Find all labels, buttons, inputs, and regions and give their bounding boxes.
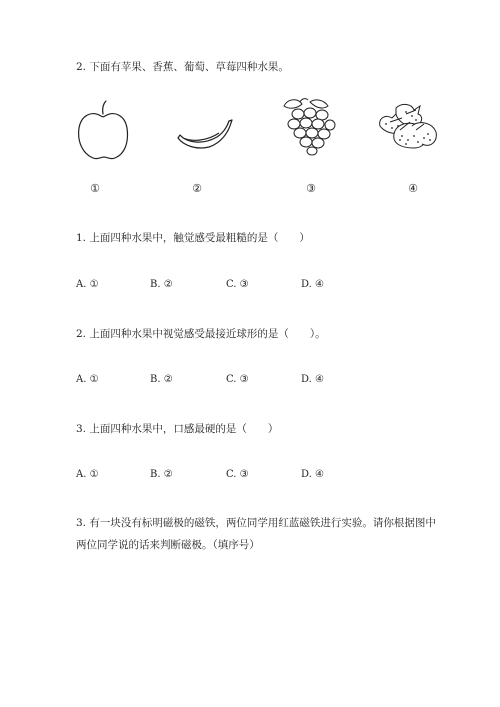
question-3-line-2: 两位同学说的话来判断磁极。（填序号） — [76, 539, 260, 551]
sub2-option-d[interactable]: D. ④ — [301, 374, 324, 385]
sub3-option-b[interactable]: B. ② — [150, 469, 173, 480]
sub2-option-b[interactable]: B. ② — [150, 374, 173, 385]
grapes-icon — [280, 96, 340, 156]
sub1-option-b[interactable]: B. ② — [150, 279, 173, 290]
sub2-option-a[interactable]: A. ① — [76, 374, 99, 385]
sub1-option-a[interactable]: A. ① — [76, 279, 99, 290]
fruit-number-3: ③ — [306, 182, 316, 195]
apple-icon — [75, 100, 135, 170]
sub1-option-c[interactable]: C. ③ — [226, 279, 249, 290]
question-2-intro: 2. 下面有苹果、香蕉、葡萄、草莓四种水果。 — [76, 61, 289, 73]
sub3-option-c[interactable]: C. ③ — [226, 469, 249, 480]
sub-question-3: 3. 上面四种水果中，口感最硬的是（ ） — [76, 423, 279, 435]
sub3-option-d[interactable]: D. ④ — [301, 469, 324, 480]
sub-question-2: 2. 上面四种水果中视觉感受最接近球形的是（ ）。 — [76, 328, 326, 340]
question-3-line-1: 3. 有一块没有标明磁极的磁铁，两位同学用红蓝磁铁进行实验。请你根据图中 — [76, 517, 436, 529]
fruit-number-2: ② — [192, 182, 202, 195]
fruit-number-1: ① — [90, 182, 100, 195]
sub2-option-c[interactable]: C. ③ — [226, 374, 249, 385]
strawberry-icon — [376, 100, 440, 155]
sub1-option-d[interactable]: D. ④ — [301, 279, 324, 290]
fruit-number-4: ④ — [408, 182, 418, 195]
sub3-option-a[interactable]: A. ① — [76, 469, 99, 480]
sub-question-1: 1. 上面四种水果中，触觉感受最粗糙的是（ ） — [76, 232, 310, 244]
banana-icon — [175, 117, 235, 157]
